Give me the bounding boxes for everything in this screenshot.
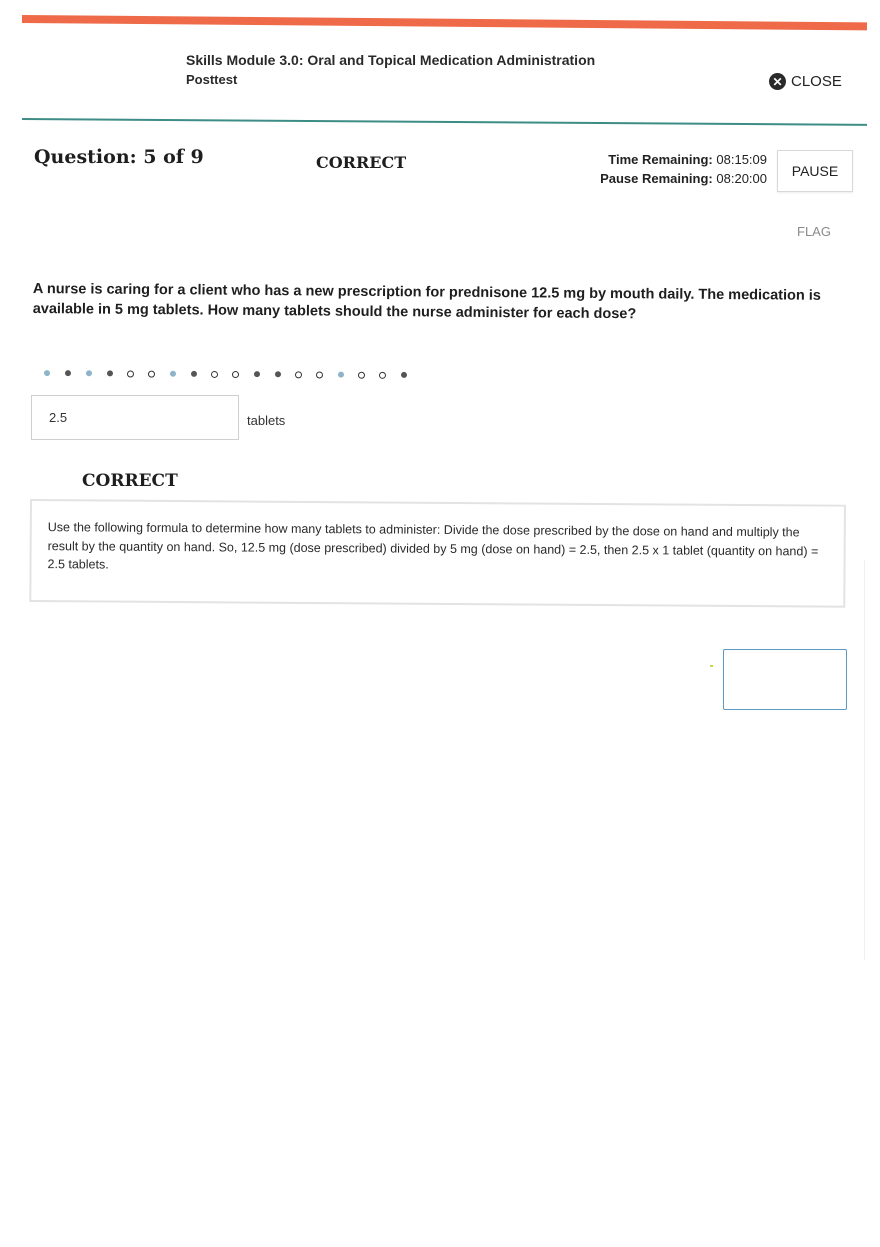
result-status: CORRECT [316, 153, 407, 172]
timers [560, 150, 767, 188]
question-counter: Question: 5 of 9 [34, 146, 204, 168]
module-title: Skills Module 3.0: Oral and Topical Medication Administration [186, 52, 596, 68]
progress-dot [57, 367, 78, 379]
progress-dot [246, 368, 267, 380]
progress-dot-mark [274, 371, 280, 377]
progress-dot [183, 368, 204, 380]
progress-dot [351, 369, 372, 381]
progress-dot-mark [85, 370, 91, 376]
progress-dot-mark [379, 371, 386, 378]
progress-dot [78, 367, 99, 379]
header-divider [22, 118, 867, 126]
close-button[interactable] [769, 73, 842, 90]
progress-dot [141, 368, 162, 380]
progress-dot-mark [64, 370, 70, 376]
pause-button[interactable]: PAUSE [777, 150, 853, 192]
progress-dot [204, 368, 225, 380]
progress-dot [225, 368, 246, 380]
feedback-heading: CORRECT [82, 471, 178, 491]
rationale-box: Use the following formula to determine how many tablets to administer: Divide the dose prescribed by the dose on hand and multiply the result by the quantity on hand. So, 12.5 mg (dose prescribed) divided by 5 mg (dose on hand) = 2.5, then 2.5 x 1 tablet (quantity on hand) = 2.5 tablets. [29, 499, 846, 608]
progress-dot-mark [127, 370, 134, 377]
progress-dot [120, 367, 141, 379]
scan-mark [710, 665, 713, 667]
time-remaining-value: 08:15:09 [716, 152, 767, 167]
progress-dot-mark [106, 370, 112, 376]
progress-dot-mark [253, 371, 259, 377]
progress-dot-mark [211, 370, 218, 377]
page-edge [864, 560, 865, 960]
progress-dot-mark [295, 371, 302, 378]
progress-dot [99, 367, 120, 379]
pause-remaining-label: Pause Remaining: [600, 171, 713, 186]
module-subtitle: Posttest [186, 72, 238, 87]
answer-unit: tablets [247, 413, 286, 428]
close-label: CLOSE [791, 73, 842, 90]
progress-dot-mark [43, 370, 49, 376]
progress-dot [393, 369, 414, 381]
header-accent-bar [22, 15, 867, 30]
progress-dots [36, 367, 414, 381]
progress-dot [372, 369, 393, 381]
progress-dot-mark [400, 372, 406, 378]
flag-button[interactable]: FLAG [797, 224, 831, 239]
progress-dot [288, 368, 309, 380]
time-remaining [560, 150, 767, 169]
time-remaining-label: Time Remaining: [608, 152, 713, 167]
progress-dot-mark [358, 371, 365, 378]
progress-dot [36, 367, 57, 379]
close-circle-icon: ✕ [769, 73, 786, 90]
progress-dot-mark [148, 370, 155, 377]
answer-input[interactable] [31, 395, 239, 440]
progress-dot-mark [316, 371, 323, 378]
pause-remaining-value: 08:20:00 [716, 171, 767, 186]
progress-dot-mark [232, 371, 239, 378]
progress-dot-mark [337, 372, 343, 378]
progress-dot-mark [169, 371, 175, 377]
question-stem: A nurse is caring for a client who has a new prescription for prednisone 12.5 mg by mouth daily. The medication is available in 5 mg tablets. How many tablets should the nurse administer for each dose? [32, 280, 821, 323]
pause-remaining [560, 169, 767, 188]
progress-dot [162, 368, 183, 380]
progress-dot [309, 368, 330, 380]
next-button[interactable] [723, 649, 847, 710]
progress-dot-mark [190, 371, 196, 377]
progress-dot [267, 368, 288, 380]
progress-dot [330, 369, 351, 381]
